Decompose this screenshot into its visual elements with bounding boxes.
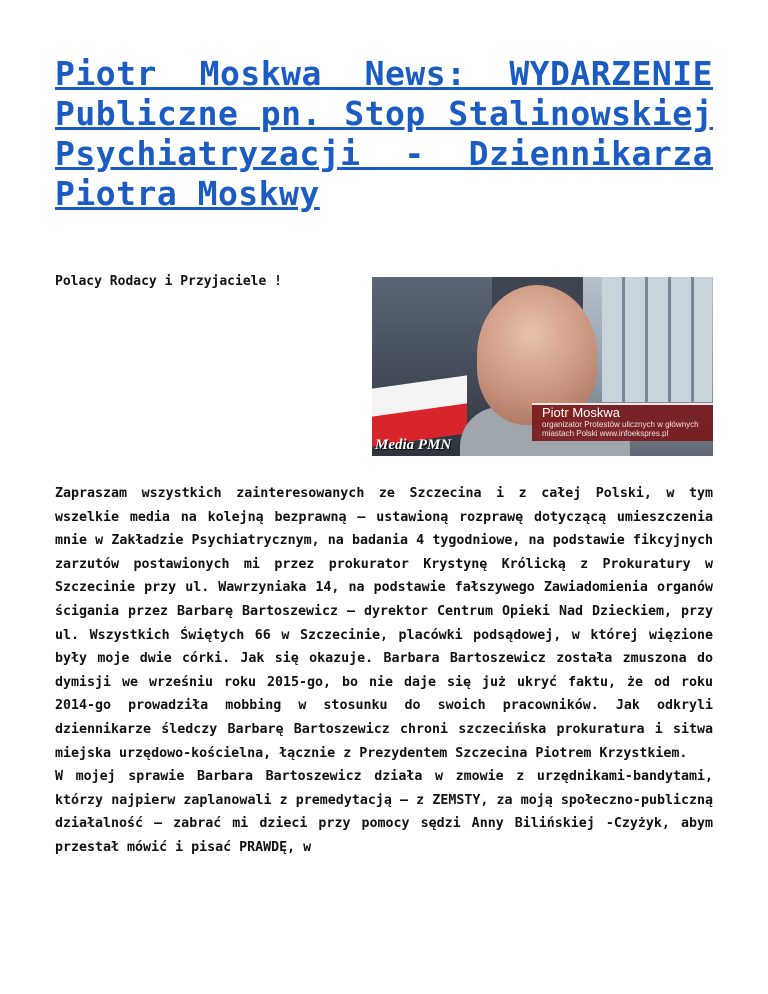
article-title-link[interactable]: Piotr Moskwa News: WYDARZENIE Publiczne pn. Stop Stalinowskiej Psychiatryzacji - Dziennikarza Piotra Moskwy — [55, 54, 713, 213]
photo-caption-role: organizator Protestów ulicznych w głównych miastach Polski www.infoekspres.pl — [542, 420, 699, 438]
article-body — [55, 482, 713, 860]
article-paragraph-2: W mojej sprawie Barbara Bartoszewicz działa w zmowie z urzędnikami-bandytami, którzy najpierw zaplanowali z premedytacją – z ZEMSTY, za moją społeczno-publiczną działalność – zabrać mi dzieci przy pomocy sędzi Anny Bilińskiej -Czyżyk, abym przestał mówić i pisać PRAWDĘ, w — [55, 769, 713, 855]
photo-window — [602, 277, 712, 402]
photo-caption-name: Piotr Moskwa — [542, 405, 621, 420]
photo-watermark: Media PMN — [375, 437, 452, 453]
article-intro: Polacy Rodacy i Przyjaciele ! — [55, 274, 282, 289]
article-paragraph-1: Zapraszam wszystkich zainteresowanych ze Szczecina i z całej Polski, w tym wszelkie media na kolejną bezprawną – ustawioną rozprawę dotyczącą umieszczenia mnie w Zakładzie Psychiatrycznym, na badania 4 tygodniowe, na podstawie fikcyjnych zarzutów postawionych mi przez prokurator Krystynę Królicką z Prokuratury w Szczecinie przy ul. Wawrzyniaka 14, na podstawie fałszywego Zawiadomienia organów ścigania przez Barbarę Bartoszewicz – dyrektor Centrum Opieki Nad Dzieckiem, przy ul. Wszystkich Świętych 66 w Szczecinie, placówki podsądowej, w której więzione były moje dwie córki. Jak się okazuje. Barbara Bartoszewicz została zmuszona do dymisji we wrześniu roku 2015-go, bo nie daje się już ukryć faktu, że od roku 2014-go prowadziła mobbing w stosunku do swoich pracowników. Jak odkryli dziennikarze śledczy Barbarę Bartoszewicz chroni szczecińska prokuratura i sitwa miejska urzędowo-kościelna, łącznie z Prezydentem Szczecina Piotrem Krzystkiem. — [55, 486, 713, 761]
article-photo — [372, 277, 713, 456]
